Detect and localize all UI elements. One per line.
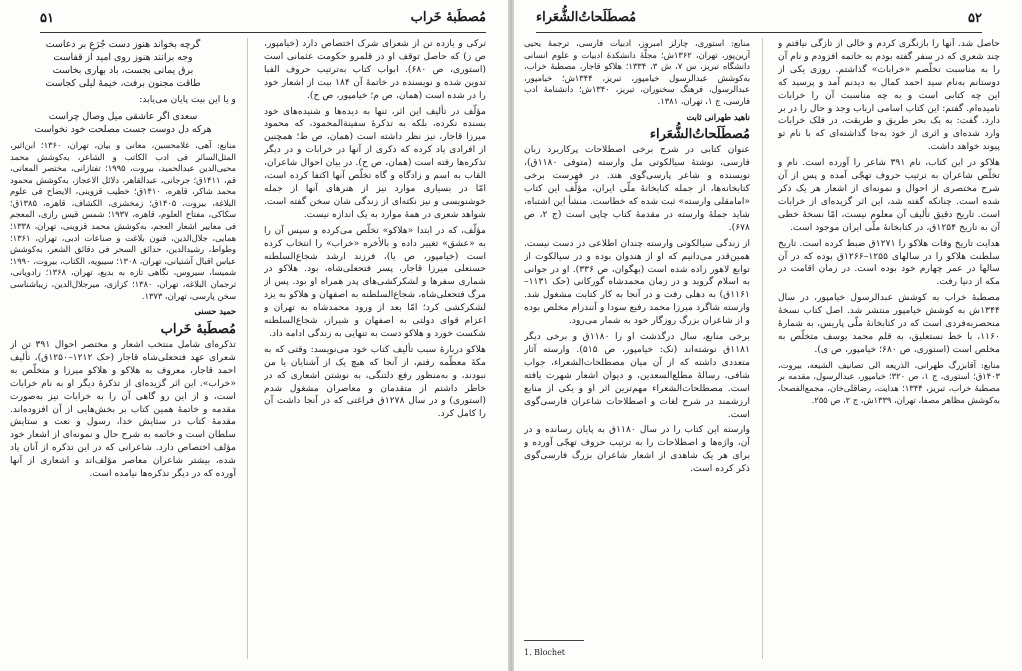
left-running-head	[40, 10, 486, 33]
author-signature: ناهید طهرانی ثابت	[686, 111, 750, 122]
author-signature: حمید حسنی	[194, 306, 236, 317]
verse-line: سعدی اگر عاشقی میل وصال چراست	[48, 110, 198, 122]
verse-line: وجه برانند هنوز روی امید از قفاست	[53, 52, 193, 63]
entry-body: تذکره‌ای شامل منتخب اشعار و مختصر احوال ۳۹۱ تن از شعرای عهد فتحعلی‌شاه قاجار (حک ۱۲۱۲–۱۲۵۰ق)، تألیف احمد قاجار، معروف به هلاکو و هلاکو میرزا و متخلّص به «خراب». این اثر گزیده‌ای از تذکرهٔ دیگر او به نام خرابات است، و از این رو گاهی آن را به خرابات نیز به‌صورت مقدمه و خاتمهٔ همین کتاب بر بخش‌هایی از آن افزوده‌اند. مقدمهٔ کتاب در ستایش خدا، رسول و نعت و ستایش سلطان است و خاتمه به شرح حال و نمونه‌ای از اشعار خود مؤلف اختصاص دارد. شاعرانی که در این تذکره از آنان یاد شده، بیشتر شاعران معاصر مؤلف‌اند و اشعاری از آنها آورده که در دیگر تذکره‌ها نیامده است.	[10, 339, 236, 480]
right-page	[514, 0, 1022, 671]
entry-title: مُصطَلَحاتُ‌الشُّعَراء	[649, 127, 750, 143]
paragraph: هدایت تاریخ وفات هلاکو را ۱۲۷۱ق ضبط کرده است. تاریخ سلطنت هلاکو را در سالهای ۱۲۵۵–۱۲۶۶ق بوده که در آن سالها در عمر چهارم خود بوده است. در زمان اقامت در مکه از دنیا رفت.	[778, 237, 1000, 288]
verse-block	[10, 38, 236, 90]
verse-line: هرکه دل دوست جست مصلحت خود نخواست	[34, 123, 212, 135]
left-page	[0, 0, 508, 671]
entry-body: برخی منابع، سال درگذشت او را ۱۱۸۰ق و برخی دیگر ۱۱۸۱ق نوشته‌اند (نک: خیامپور، ص ۵۱۵). وارسته آثار متعددی داشته که از آن میان مصطلحات‌الشعراء، جواب شافی، رسالهٔ مطلع‌السعدین، و دیوان اشعار شهرت یافته است. مصطلحات‌الشعراء مهم‌ترین اثر او و یکی از منابع ارزشمند در شرح لغات و اصطلاحات شاعران فارسی‌گوی است.	[524, 331, 750, 420]
column-divider	[247, 38, 248, 659]
references: منابع: استوری، چارلز امبروز، ادبیات فارسی، ترجمهٔ یحیی آرین‌پور، تهران، ۱۳۶۲ش؛ مجلّهٔ دانشکدهٔ ادبیات و علوم انسانی دانشگاه تبریز، س ۷، ش ۳، ۱۳۳۴؛ هلاکو قاجار، مصطبهٔ خراب، به‌کوشش عبدالرسول خیامپور، تبریز، ۱۳۴۴ش؛ خیامپور، عبدالرسول، فرهنگ سخنوران، تبریز، ۱۳۴۰ش؛ دانشنامهٔ ادب فارسی، ج ۱، تهران، ۱۳۸۱.	[524, 38, 750, 106]
footnote-rule	[524, 640, 584, 641]
references: منابع: آقابزرگ طهرانی، الذریعه الی تصانیف الشیعه، بیروت، ۱۴۰۳ق؛ استوری، ج ۱، ص ۳۲۰؛ خیامپور، عبدالرسول، مقدمه بر مصطبهٔ خراب، تبریز، ۱۳۴۴؛ هدایت، رضاقلی‌خان، مجمع‌الفصحا، به‌کوشش مظاهر مصفا، تهران، ۱۳۳۹ش، ج ۲، ص ۲۵۵.	[778, 359, 1000, 405]
paragraph: هلاکو در این کتاب، نام ۳۹۱ شاعر را آورده است. نام و تخلّص شاعران به ترتیب حروف تهجّی آمده و پس از آن شرح مختصری از احوال و نمونه‌ای از اشعار هر یک ذکر شده است. چنانکه گفته شد، این اثر گزیده‌ای از خرابات است. تاریخ دقیق تألیف آن معلوم نیست، امّا نسخهٔ خطی آن به تاریخ ۱۲۵۴ق، در کتابخانهٔ ملّی ایران موجود است.	[778, 157, 1000, 233]
verse-line: گرچه بخواند هنوز دست جُرَعِ بر دعاست	[45, 39, 201, 50]
right-running-title: مُصطَلَحاتُ‌الشُّعَراء	[536, 10, 637, 25]
paragraph: حاصل شد. آنها را بازنگری کردم و خالی از تازگی نیافتم و چند شعری که در سفر گفته بودم به خاتمه افزودم و نام آن را به مناسبت تخلّصم «خرابات» گذاشتم. روزی یکی از دوستانم به‌نام سید احمد کمال به دیدنم آمد و پرسید که این چه کتابی است و به چه مناسبت آن را خرابات نامیده‌ام. گفتم: این کتاب اسامی ارباب وجد و حال را در بر دارد. گفت: به یک بحر طریق و طریقت، در فلک خرابات وارد شده‌ای و اثری از خود به‌جا گذاشته‌ای که با نام تو پیوند خواهد داشت.	[778, 38, 1000, 153]
right-outer-column	[778, 38, 1000, 661]
paragraph: مؤلّف، که در ابتدا «هلاکو» تخلّص می‌کرده و سپس آن را به «عشق» تغییر داده و بالأخره «خراب» را انتخاب کرده است (خیامپور، ص یا)، فرزند ارشد شجاع‌السلطنه حسنعلی میرزا قاجار، پسر فتحعلی‌شاه، بود. هلاکو در شماری سفرها و لشکرکشی‌های پدر همراه او بود. پس از مرگ فتحعلی‌شاه، شجاع‌السلطنه به اصفهان و هلاکو به یزد لشکرکشی کرد؛ امّا بعد از ورود محمدشاه به تهران و اعزام قوای دولتی به اصفهان و شیراز، شجاع‌السلطنه شکست خورد و هلاکو دست به تنهایی به زندگی ادامه داد.	[264, 224, 486, 339]
verse-intro: و یا این بیت پایان می‌یابد:	[139, 94, 236, 105]
entry-body: از زندگی سیالکوتی وارسته چندان اطلاعی در دست نیست. همین‌قدر می‌دانیم که او از هندوان بوده و در سیالکوت از توابع لاهور زاده شده است (بهگوان، ص ۳۳۶). او در جوانی به اسلام گروید و در زمان محمدشاه گورکانی (حک ۱۱۳۱–۱۱۶۱ق) به دهلی رفت و در آنجا به کار کتابت مشغول شد. وارسته شاگرد میرزا محمد رفیع سودا و آنندرام مخلص بوده و از شاعران بزرگ روزگار خود به شمار می‌رود.	[524, 237, 750, 327]
left-page-number: ۵۱	[40, 11, 54, 26]
verse-block	[10, 110, 236, 136]
left-outer-column	[264, 38, 486, 661]
left-running-title: مُصطَبهٔ خَراب	[410, 10, 486, 25]
left-inner-column	[10, 38, 236, 661]
right-page-number: ۵۲	[968, 11, 982, 26]
footnote: 1. Blochet	[524, 648, 566, 657]
entry-body: عنوان کتابی در شرح برخی اصطلاحات پرکاربرد زبان فارسی، نوشتهٔ سیالکوتی مل وارسته (متوفی ۱۱۸۰ق)، نویسنده و شاعر پارسی‌گوی هند. در فهرست برخی کتابخانه‌ها، از جمله کتابخانهٔ ملّی ایران، مؤلّف این کتاب «امامقلی وارسته» ثبت شده که خطاست. منشأ این اشتباه، شاید جملهٔ وارسته در مقدمهٔ کتاب چاپی است (ج ۲، ص ۶۷۸).	[524, 144, 750, 233]
paragraph: هلاکو دربارهٔ سبب تألیف کتاب خود می‌نویسد: وقتی که به مکهٔ معظّمه رفتم، از آنجا که هیچ یک از آشنایان یا من نبودند، و به‌منظور رفع دلتنگی، به نوشتن اشعاری که در خاطر داشتم از متقدمان و معاصران مشغول شدم (استوری) و در سال ۱۲۷۸ق فراغتی که در آنجا داشت آن را کامل کرد.	[264, 343, 486, 420]
right-inner-column	[524, 38, 750, 631]
paragraph: مصطبهٔ خراب به کوشش عبدالرسول خیامپور، در سال ۱۳۴۴ش به کوشش خیامپور منتشر شد. اصل کتاب نسخهٔ منحصربه‌فردی است که در کتابخانهٔ ملّی پاریس، به شمارهٔ ۱۱۶۰، با خط نستعلیق، به قلم محمد یوسف متخلّص به مخلص است (استوری، ص ۶۸۰؛ خیامپور، ص ی).	[778, 292, 1000, 355]
entry-title: مُصطَبهٔ خَراب	[160, 322, 236, 338]
paragraph: مؤلّف در تألیف این اثر، تنها به دیده‌ها و شنیده‌های خود بسنده نکرده، بلکه به تذکرهٔ سفینة‌المحمود، که محمود میرزا قاجار، نیز نظر داشته است (همان، ص ط؛ همچنین از افرادی یاد کرده که ذکری از آنها در خرابات و در دیگر تذکره‌ها رفته است (همان، ص ح). در بیان احوال شاعران، القاب به اسم و زادگاه و گاه تخلّص آنها اکتفا کرده است، امّا در بسیاری موارد نیز از هنرهای آنها از جمله خوشنویسی و نیز نکته‌ای از زندگی شان سخن گفته است. شواهد شعری در همهٔ موارد به یک اندازه نیست.	[264, 105, 486, 220]
column-divider	[762, 38, 763, 659]
entry-body: وارسته این کتاب را در سال ۱۱۸۰ق به پایان رسانده و در آن، واژه‌ها و اصطلاحات را به ترتیب حروف تهجّی آورده و برای هر یک شاهدی از اشعار شاعران بزرگ فارسی‌گوی ذکر کرده است.	[524, 424, 750, 475]
paragraph: ترکی و یازده تن از شعرای شرک اختصاص دارد (خیامپور، ص ز) که حاصل توقف او در قلمرو حکومت عثمانی است (استوری، ص ۶۸۰). ابواب کتاب به‌ترتیب حروف الفبا تدوین شده و نویسنده در خاتمهٔ آن ۱۸۴ بیت از اشعار خود را در شده است (همان، ص م؛ خیامپور، ص ح).	[264, 38, 486, 101]
verse-line: طاقت مجنون برفت، خیمهٔ لیلی کجاست	[45, 78, 201, 89]
right-running-head	[536, 10, 982, 33]
references: منابع: آهی، غلامحسین، معانی و بیان، تهران، ۱۳۶۰؛ ابن‌اثیر، المثل‌السائر فی ادب الکاتب و الشاعر، به‌کوشش محمد محیی‌الدین عبدالحمید، بیروت، ۱۹۹۵؛ تفتازانی، مختصر المعانی، قم، ۱۴۱۱ق؛ جرجانی، عبدالقاهر، دلائل الاعجاز، به‌کوشش محمود محمد شاکر، قاهره، ۱۴۱۰ق؛ خطیب قزوینی، الایضاح فی علوم البلاغة، بیروت، ۱۴۰۵ق؛ زمخشری، الکشاف، قاهره، ۱۳۸۵ق؛ سکاکی، مفتاح العلوم، قاهره، ۱۹۳۷؛ شمس قیس رازی، المعجم فی معاییر اشعار العجم، به‌کوشش محمد قزوینی، تهران، ۱۳۳۸؛ همایی، جلال‌الدین، فنون بلاغت و صناعات ادبی، تهران، ۱۳۶۱؛ وطواط، رشیدالدین، حدائق السحر فی دقائق الشعر، به‌کوشش عباس اقبال آشتیانی، تهران، ۱۳۰۸؛ سیبویه، الکتاب، بیروت، ۱۹۹۰؛ شمیسا، سیروس، نگاهی تازه به بدیع، تهران، ۱۳۶۸؛ رادویانی، ترجمان البلاغه، تهران، ۱۳۸۰؛ کزازی، میرجلال‌الدین، زیباشناسی سخن پارسی، تهران، ۱۳۷۳.	[10, 139, 236, 301]
verse-line: برق یمانی بجست، باد بهاری بخاست	[52, 65, 194, 76]
